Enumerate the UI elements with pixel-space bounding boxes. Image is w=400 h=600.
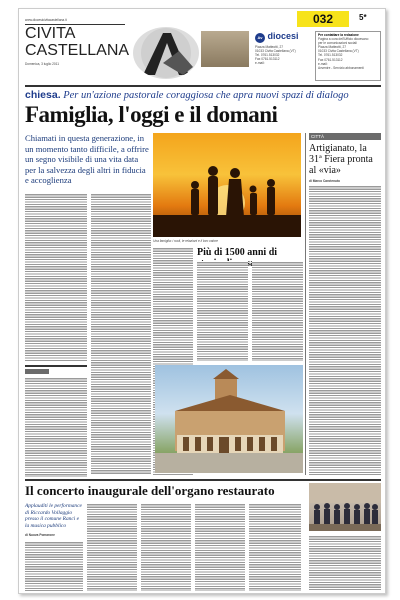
- cathedral-photo: [155, 365, 303, 473]
- page-marker: 5*: [359, 13, 367, 22]
- brand-prefix: Av: [255, 33, 265, 43]
- address-block: Piazza Matteotti, 27 01033 Civita Castellana (VT) Tel. 0761.513032 Fax 0761.513112 e-mail:: [255, 45, 296, 66]
- website-url: www.diocesicivitacastellana.it: [25, 18, 67, 22]
- avvenire-logo: [133, 27, 199, 79]
- family-silhouette: [153, 133, 301, 237]
- history-body-col2: [252, 261, 303, 361]
- left-boxed-item: [25, 365, 87, 477]
- choir-group: [309, 483, 381, 531]
- date-line: Domenica, 3 luglio 2011: [25, 62, 59, 66]
- info-box-title: Per contattare la redazione: [318, 33, 359, 37]
- main-headline: Famiglia, l'oggi e il domani: [25, 102, 278, 127]
- page-number: 032: [312, 12, 334, 26]
- main-article-col1: [25, 193, 87, 361]
- section-name: [25, 25, 129, 59]
- cathedral-drawing: [155, 365, 303, 473]
- church-photo-small: [201, 31, 249, 67]
- concert-headline: Il concerto inaugurale dell'organo restaurato: [25, 483, 275, 498]
- main-deck: Chiamati in questa generazione, in un momento tanto difficile, a offrire un segno visibile di una vita data per la salvezza degli altri in fiducia e accoglienza: [25, 133, 149, 185]
- concert-body-col4: [195, 503, 245, 591]
- kicker-text: Per un'azione pastorale coraggiosa che apra nuovi spazi di dialogo: [63, 90, 349, 101]
- sidebar-label: CITTÀ: [309, 133, 381, 140]
- contact-info-box: Per contattare la redazione Pagina a cura dell'Ufficio diocesano per le comunicazioni sociali Piazza Matteotti, 27 01033 Civita Castellana (VT) Tel. 0761.513032 Fax 0761.513112 e-mail: Avvenire - Servizio abbonamenti: [315, 31, 381, 81]
- page-number-box: [297, 11, 349, 27]
- choir-caption-text: [309, 535, 381, 591]
- choir-photo: [309, 483, 381, 531]
- concert-byline: di Nuova Pomarone: [25, 533, 55, 537]
- concert-body-col3: [141, 503, 191, 591]
- concert-body-col5: [249, 503, 301, 591]
- kicker-tag: chiesa.: [25, 89, 61, 101]
- concert-body-col1: [25, 541, 83, 591]
- concert-deck: Applauditi le performance di Riccardo Vollaggio presso il comune Ranci e la musica pubblico: [25, 503, 82, 529]
- sidebar-byline: di Marco Carotenuto: [309, 179, 340, 183]
- history-headline: Più di 1500 anni di: [197, 247, 278, 258]
- photo-caption: Una famiglia: i ruoli, le relazioni e il loro valore: [153, 239, 218, 243]
- main-article-col2: [91, 193, 151, 475]
- section-name-line1: CIVITA: [25, 25, 76, 42]
- newspaper-page: [18, 8, 386, 594]
- diocesi-brand: [255, 31, 299, 43]
- family-sunset-photo: [153, 133, 301, 237]
- brand-name: diocesi: [267, 31, 299, 41]
- sidebar-body-text: [309, 185, 381, 475]
- sidebar-title: Artigianato, la 31ª Fiera pronta al «via»: [309, 143, 373, 176]
- av-logo-graphic: [133, 27, 199, 79]
- history-body-col1: [197, 261, 248, 361]
- concert-body-col2: [87, 503, 137, 591]
- section-name-line2: CASTELLANA: [25, 42, 130, 59]
- kicker: [25, 89, 381, 102]
